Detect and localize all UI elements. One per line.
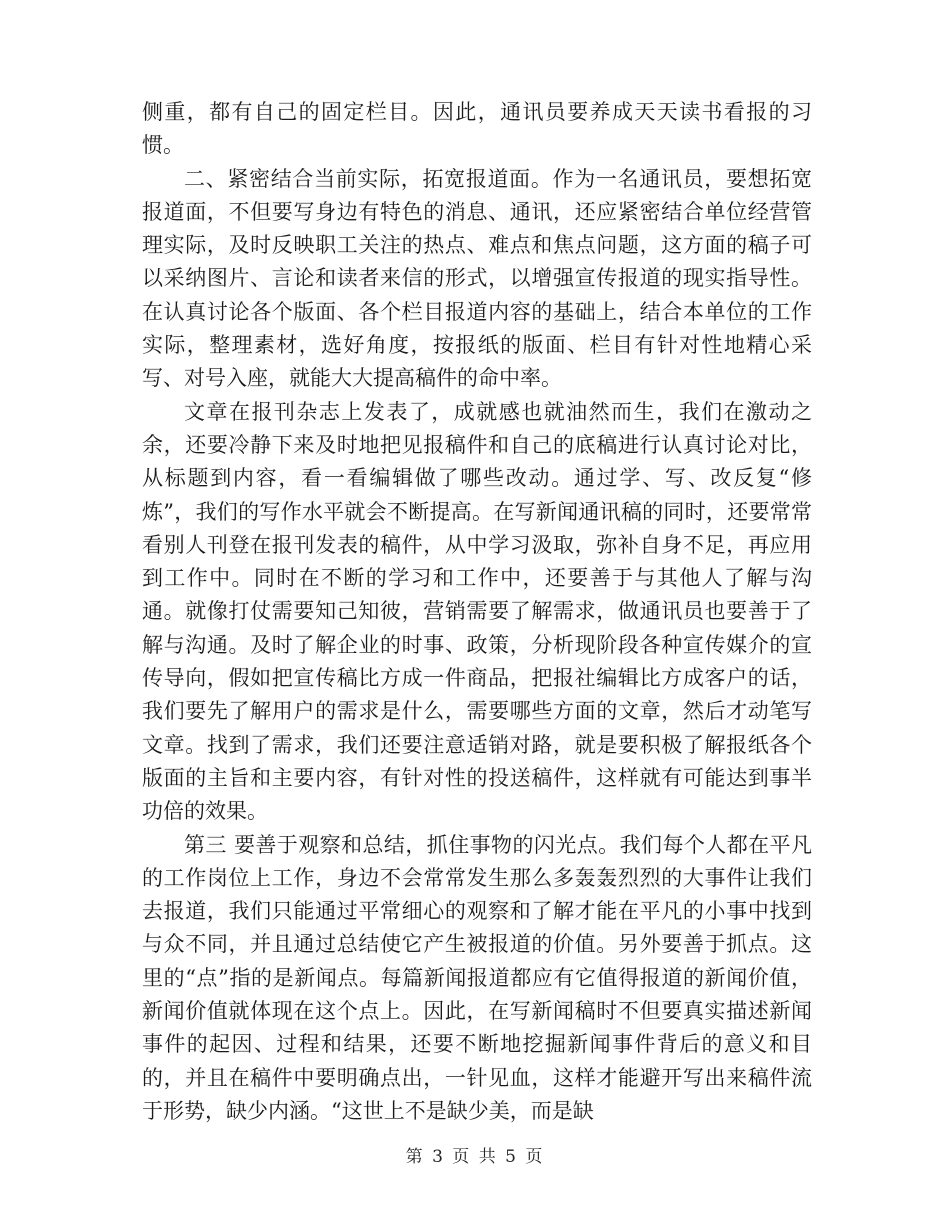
paragraph-section-two: 二、紧密结合当前实际，拓宽报道面。作为一名通讯员，要想拓宽报道面，不但要写身边有特色的消息、通讯，还应紧密结合单位经营管理实际，及时反映职工关注的热点、难点和焦点问题，这方面的稿子可以采纳图片、言论和读者来信的形式，以增强宣传报道的现实指导性。在认真讨论各个版面、各个栏目报道内容的基础上，结合本单位的工作实际，整理素材，选好角度，按报纸的版面、栏目有针对性地精心采写、对号入座，就能大大提高稿件的命中率。 [142, 166, 812, 391]
paragraph-section-three: 第三 要善于观察和总结，抓住事物的闪光点。我们每个人都在平凡的工作岗位上工作，身边不会常常发生那么多轰轰烈烈的大事件让我们去报道，我们只能通过平常细心的观察和了解才能在平凡的小事中找到与众不同，并且通过总结使它产生被报道的价值。另外要善于抓点。这里的“点”指的是新闻点。每篇新闻报道都应有它值得报道的新闻价值，新闻价值就体现在这个点上。因此，在写新闻稿时不但要真实描述新闻事件的起因、过程和结果，还要不断地挖掘新闻事件背后的意义和目的，并且在稿件中要明确点出，一针见血，这样才能避开写出来稿件流于形势，缺少内涵。“这世上不是缺少美，而是缺 [142, 832, 812, 1123]
paragraph-continued: 侧重，都有自己的固定栏目。因此，通讯员要养成天天读书看报的习惯。 [142, 100, 812, 158]
paragraph-article-published: 文章在报刊杂志上发表了，成就感也就油然而生，我们在激动之余，还要冷静下来及时地把见报稿件和自己的底稿进行认真讨论对比，从标题到内容，看一看编辑做了哪些改动。通过学、写、改反复“修炼”，我们的写作水平就会不断提高。在写新闻通讯稿的同时，还要常常看别人刊登在报刊发表的稿件，从中学习汲取，弥补自身不足，再应用到工作中。同时在不断的学习和工作中，还要善于与其他人了解与沟通。就像打仗需要知己知彼，营销需要了解需求，做通讯员也要善于了解与沟通。及时了解企业的时事、政策，分析现阶段各种宣传媒介的宣传导向，假如把宣传稿比方成一件商品，把报社编辑比方成客户的话，我们要先了解用户的需求是什么，需要哪些方面的文章，然后才动笔写文章。找到了需求，我们还要注意适销对路，就是要积极了解报纸各个版面的主旨和主要内容，有针对性的投送稿件，这样就有可能达到事半功倍的效果。 [142, 399, 812, 824]
document-body [142, 96, 812, 1128]
page-number-footer: 第 3 页 共 5 页 [405, 1147, 545, 1167]
